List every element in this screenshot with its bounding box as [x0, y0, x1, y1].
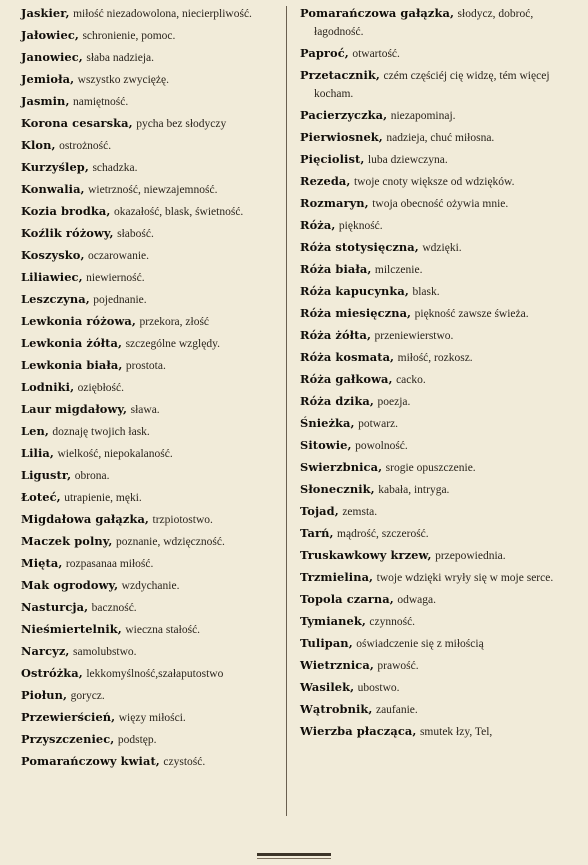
entry-term: Lewkonia biała, — [21, 358, 123, 372]
dictionary-entry — [300, 612, 562, 631]
entry-term: Jemioła, — [21, 72, 75, 86]
dictionary-entry — [300, 656, 562, 675]
entry-meaning: słaba nadzieja. — [86, 52, 155, 64]
entry-meaning: cacko. — [396, 374, 426, 386]
entry-term: Paproć, — [300, 46, 349, 60]
entry-term: Róża żółta, — [300, 328, 372, 342]
entry-term: Mięta, — [21, 556, 63, 570]
entry-term: Róża biała, — [300, 262, 372, 276]
entry-meaning: miłość, rozkosz. — [397, 352, 473, 364]
entry-term: Tulipan, — [300, 636, 353, 650]
entry-meaning: miłość niezadowolona, niecierpliwość. — [73, 8, 252, 20]
entry-meaning: piękność. — [338, 220, 383, 232]
entry-term: Jasmin, — [21, 94, 70, 108]
entry-term: Nasturcja, — [21, 600, 89, 614]
entry-meaning: wzdychanie. — [121, 580, 180, 592]
entry-term: Truskawkowy krzew, — [300, 548, 432, 562]
dictionary-entry — [300, 700, 562, 719]
dictionary-entry — [300, 4, 562, 41]
entry-term: Koźlik różowy, — [21, 226, 114, 240]
entry-term: Laur migdałowy, — [21, 402, 128, 416]
entry-meaning: blask. — [412, 286, 440, 298]
dictionary-entry — [300, 128, 562, 147]
dictionary-entry — [300, 568, 562, 587]
dictionary-entry — [21, 532, 277, 551]
entry-term: Tymianek, — [300, 614, 366, 628]
entry-meaning: przepowiednia. — [435, 550, 506, 562]
entry-meaning: mądrość, szczerość. — [337, 528, 429, 540]
dictionary-entry — [21, 180, 277, 199]
entry-term: Sitowie, — [300, 438, 352, 452]
dictionary-entry — [300, 590, 562, 609]
dictionary-entry — [21, 268, 277, 287]
entry-meaning: twoja obecność ożywia mnie. — [372, 198, 509, 210]
entry-meaning: sława. — [130, 404, 160, 416]
dictionary-entry — [21, 224, 277, 243]
entry-term: Róża, — [300, 218, 336, 232]
entry-term: Róża kapucynka, — [300, 284, 409, 298]
end-rule-thin — [257, 858, 331, 859]
left-column — [21, 4, 277, 774]
entry-term: Łoteć, — [21, 490, 61, 504]
dictionary-entry — [21, 422, 277, 441]
entry-meaning: odwaga. — [397, 594, 436, 606]
dictionary-entry — [300, 172, 562, 191]
dictionary-entry — [300, 150, 562, 169]
column-divider — [286, 6, 287, 816]
entry-term: Róża gałkowa, — [300, 372, 393, 386]
entry-term: Rozmaryn, — [300, 196, 369, 210]
dictionary-entry — [300, 260, 562, 279]
dictionary-entry — [300, 194, 562, 213]
entry-term: Klon, — [21, 138, 56, 152]
dictionary-entry — [21, 466, 277, 485]
dictionary-entry — [300, 370, 562, 389]
entry-term: Migdałowa gałązka, — [21, 512, 149, 526]
entry-meaning: otwartość. — [352, 48, 400, 60]
entry-term: Konwalia, — [21, 182, 85, 196]
entry-term: Rezeda, — [300, 174, 351, 188]
entry-meaning: lekkomyślność,szałaputostwo — [86, 668, 224, 680]
entry-meaning: niewierność. — [86, 272, 145, 284]
entry-term: Przewierścień, — [21, 710, 116, 724]
entry-meaning: twoje cnoty większe od wdzięków. — [353, 176, 515, 188]
dictionary-entry — [300, 524, 562, 543]
entry-term: Róża kosmata, — [300, 350, 395, 364]
entry-meaning: gorycz. — [70, 690, 105, 702]
entry-meaning: schadzka. — [92, 162, 138, 174]
entry-meaning: oczarowanie. — [88, 250, 149, 262]
entry-meaning: słabość. — [117, 228, 154, 240]
entry-term: Kozia brodka, — [21, 204, 111, 218]
entry-term: Pierwiosnek, — [300, 130, 383, 144]
entry-meaning: smutek łzy, Tel, — [419, 726, 493, 738]
entry-meaning: nadzieja, chuć miłosna. — [386, 132, 495, 144]
dictionary-entry — [21, 48, 277, 67]
dictionary-entry — [21, 290, 277, 309]
entry-term: Wasilek, — [300, 680, 355, 694]
entry-meaning: podstęp. — [117, 734, 157, 746]
entry-term: Piołun, — [21, 688, 68, 702]
dictionary-entry — [21, 686, 277, 705]
entry-meaning: wietrzność, niewzajemność. — [88, 184, 218, 196]
dictionary-entry — [21, 510, 277, 529]
dictionary-entry — [21, 158, 277, 177]
entry-term: Jałowiec, — [21, 28, 79, 42]
dictionary-entry — [21, 752, 277, 771]
entry-meaning: wdzięki. — [422, 242, 462, 254]
entry-term: Lewkonia żółta, — [21, 336, 123, 350]
entry-term: Ligustr, — [21, 468, 72, 482]
dictionary-entry — [21, 400, 277, 419]
dictionary-entry — [21, 444, 277, 463]
dictionary-entry — [300, 722, 562, 741]
entry-term: Janowiec, — [21, 50, 83, 64]
dictionary-entry — [21, 136, 277, 155]
entry-term: Korona cesarska, — [21, 116, 133, 130]
entry-meaning: wielkość, niepokalaność. — [57, 448, 173, 460]
entry-term: Liliawiec, — [21, 270, 83, 284]
entry-meaning: wieczna stałość. — [125, 624, 201, 636]
entry-meaning: powolność. — [355, 440, 408, 452]
entry-term: Lewkonia różowa, — [21, 314, 136, 328]
dictionary-entry — [300, 66, 562, 103]
entry-meaning: ubostwo. — [357, 682, 400, 694]
dictionary-entry — [21, 26, 277, 45]
dictionary-entry — [300, 304, 562, 323]
entry-term: Pomarańczowy kwiat, — [21, 754, 160, 768]
entry-term: Leszczyna, — [21, 292, 90, 306]
entry-term: Róża stotysięczna, — [300, 240, 419, 254]
entry-term: Tarń, — [300, 526, 334, 540]
dictionary-entry — [300, 392, 562, 411]
entry-meaning: baczność. — [91, 602, 137, 614]
entry-meaning: milczenie. — [374, 264, 423, 276]
entry-term: Wątrobnik, — [300, 702, 373, 716]
dictionary-entry — [300, 678, 562, 697]
entry-meaning: rozpasanaa miłość. — [65, 558, 154, 570]
entry-meaning: trzpiotostwo. — [152, 514, 213, 526]
entry-term: Słonecznik, — [300, 482, 375, 496]
entry-meaning: okazałość, blask, świetność. — [113, 206, 244, 218]
dictionary-entry — [300, 282, 562, 301]
dictionary-entry — [21, 598, 277, 617]
dictionary-entry — [300, 634, 562, 653]
entry-term: Wierzba płacząca, — [300, 724, 417, 738]
entry-meaning: kabała, intryga. — [378, 484, 450, 496]
dictionary-entry — [21, 378, 277, 397]
entry-meaning: pycha bez słodyczy — [136, 118, 227, 130]
entry-meaning: potwarz. — [358, 418, 399, 430]
entry-term: Nieśmiertelnik, — [21, 622, 122, 636]
entry-term: Przetacznik, — [300, 68, 380, 82]
dictionary-entry — [21, 620, 277, 639]
entry-term: Swierzbnica, — [300, 460, 383, 474]
entry-term: Narcyz, — [21, 644, 70, 658]
entry-meaning: więzy miłości. — [118, 712, 186, 724]
dictionary-entry — [300, 106, 562, 125]
entry-meaning: niezapominaj. — [390, 110, 456, 122]
dictionary-entry — [21, 334, 277, 353]
entry-term: Pomarańczowa gałązka, — [300, 6, 455, 20]
entry-meaning: przeniewierstwo. — [374, 330, 454, 342]
entry-meaning: samolubstwo. — [72, 646, 137, 658]
entry-term: Trzmielina, — [300, 570, 374, 584]
entry-term: Śnieżka, — [300, 416, 355, 430]
dictionary-entry — [21, 664, 277, 683]
entry-meaning: oświadczenie się z miłością — [356, 638, 484, 650]
entry-term: Lilia, — [21, 446, 54, 460]
dictionary-entry — [300, 546, 562, 565]
entry-meaning: luba dziewczyna. — [367, 154, 448, 166]
entry-meaning: obrona. — [74, 470, 110, 482]
entry-meaning: namiętność. — [73, 96, 129, 108]
dictionary-entry — [21, 554, 277, 573]
entry-term: Koszysko, — [21, 248, 85, 262]
dictionary-entry — [21, 4, 277, 23]
entry-meaning: zaufanie. — [375, 704, 418, 716]
entry-meaning: pojednanie. — [93, 294, 147, 306]
dictionary-entry — [21, 642, 277, 661]
right-column — [300, 4, 562, 744]
entry-meaning: zemsta. — [342, 506, 378, 518]
entry-meaning: utrapienie, męki. — [64, 492, 142, 504]
dictionary-entry — [300, 458, 562, 477]
entry-term: Topola czarna, — [300, 592, 394, 606]
dictionary-entry — [300, 348, 562, 367]
entry-term: Róża dzika, — [300, 394, 374, 408]
entry-meaning: słodycz, dobroć, łagodność. — [314, 8, 534, 38]
dictionary-entry — [21, 708, 277, 727]
dictionary-entry — [300, 414, 562, 433]
dictionary-entry — [21, 246, 277, 265]
entry-term: Len, — [21, 424, 49, 438]
entry-meaning: prawość. — [377, 660, 419, 672]
entry-term: Kurzyślep, — [21, 160, 89, 174]
dictionary-entry — [300, 326, 562, 345]
entry-term: Tojad, — [300, 504, 339, 518]
entry-term: Pięciolist, — [300, 152, 365, 166]
dictionary-entry — [21, 730, 277, 749]
entry-term: Wietrznica, — [300, 658, 374, 672]
dictionary-entry — [300, 480, 562, 499]
entry-term: Mak ogrodowy, — [21, 578, 119, 592]
entry-meaning: ostrożność. — [59, 140, 112, 152]
dictionary-entry — [300, 44, 562, 63]
entry-meaning: twoje wdzięki wryły się w moje serce. — [376, 572, 554, 584]
entry-meaning: czystość. — [163, 756, 206, 768]
entry-meaning: srogie opuszczenie. — [385, 462, 476, 474]
dictionary-entry — [300, 238, 562, 257]
dictionary-entry — [300, 216, 562, 235]
entry-term: Przyszczeniec, — [21, 732, 115, 746]
entry-term: Maczek polny, — [21, 534, 113, 548]
entry-meaning: piękność zawsze świeża. — [414, 308, 529, 320]
dictionary-entry — [21, 312, 277, 331]
dictionary-entry — [21, 576, 277, 595]
entry-meaning: poezja. — [377, 396, 411, 408]
entry-term: Jaskier, — [21, 6, 70, 20]
end-rule — [257, 853, 331, 856]
entry-meaning: przekora, złość — [139, 316, 210, 328]
entry-term: Róża miesięczna, — [300, 306, 412, 320]
dictionary-entry — [21, 202, 277, 221]
entry-meaning: doznaję twojich łask. — [52, 426, 150, 438]
entry-meaning: poznanie, wdzięczność. — [115, 536, 225, 548]
dictionary-entry — [300, 502, 562, 521]
entry-term: Ostróżka, — [21, 666, 83, 680]
entry-term: Lodniki, — [21, 380, 75, 394]
entry-meaning: oziębłość. — [77, 382, 124, 394]
dictionary-entry — [300, 436, 562, 455]
dictionary-entry — [21, 356, 277, 375]
entry-term: Pacierzyczka, — [300, 108, 388, 122]
entry-meaning: szczególne względy. — [125, 338, 220, 350]
dictionary-entry — [21, 92, 277, 111]
entry-meaning: prostota. — [125, 360, 166, 372]
dictionary-entry — [21, 70, 277, 89]
dictionary-entry — [21, 488, 277, 507]
dictionary-entry — [21, 114, 277, 133]
entry-meaning: wszystko zwyciężę. — [77, 74, 169, 86]
entry-meaning: schronienie, pomoc. — [82, 30, 176, 42]
entry-meaning: czém częściéj cię widzę, tém więcej kocham. — [314, 70, 550, 100]
entry-meaning: czynność. — [369, 616, 416, 628]
